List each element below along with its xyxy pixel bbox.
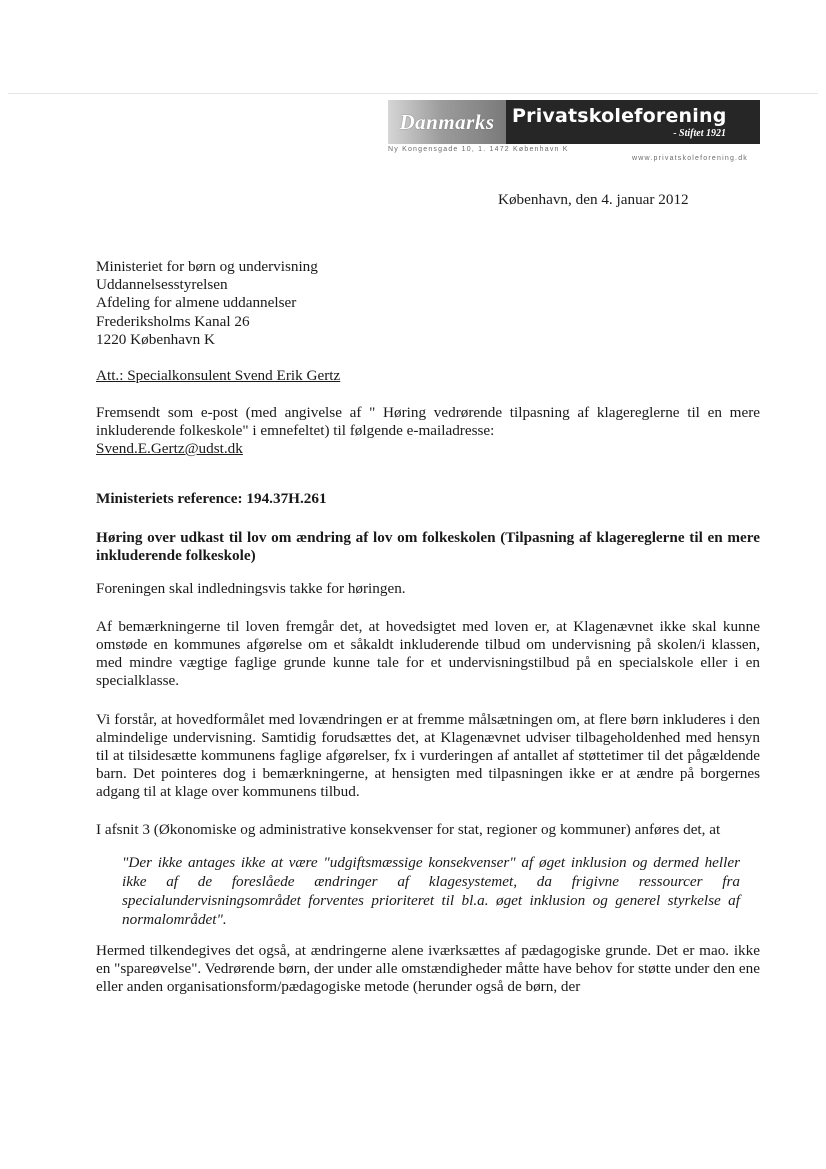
- paragraph-4: I afsnit 3 (Økonomiske og administrative konsekvenser for stat, regioner og kommuner) anføres det, at: [96, 821, 721, 838]
- email-link[interactable]: Svend.E.Gertz@udst.dk: [96, 440, 243, 457]
- ministry-reference: Ministeriets reference: 194.37H.261: [96, 490, 327, 507]
- website-line: www.privatskoleforening.dk: [631, 155, 748, 162]
- recipient-line: Uddannelsesstyrelsen: [96, 276, 228, 294]
- logo-left-text: Danmarks: [399, 109, 495, 134]
- recipient-line: Frederiksholms Kanal 26: [96, 312, 250, 330]
- letter-subject: Høring over udkast til lov om ændring af lov om folkeskolen (Tilpasning af klagereglerne til en mere inkluderende folkeskole): [96, 529, 760, 564]
- logo-left-panel: [388, 100, 506, 144]
- paragraph-intro: Foreningen skal indledningsvis takke for høringen.: [96, 580, 406, 597]
- logo-right-panel: [506, 100, 760, 144]
- attention-line: [96, 367, 760, 385]
- logo-organization-name: Privatskoleforening: [512, 105, 727, 127]
- scan-artifact-line: [8, 93, 818, 94]
- attention-text: Att.: Specialkonsulent Svend Erik Gertz: [96, 367, 341, 384]
- recipient-address: [96, 258, 760, 349]
- recipient-line: Afdeling for almene uddannelser: [96, 294, 297, 312]
- paragraph-5: Hermed tilkendegives det også, at ændringerne alene iværksættes af pædagogiske grunde. Det er mao. ikke en "spareøvelse". Vedrørende børn, der under alle omstændigheder måtte have behov for støtte under den ene eller anden organisationsform/pædagogiske metode (herunder også de børn, der: [96, 942, 760, 995]
- sent-note-text: Fremsendt som e-post (med angivelse af " Høring vedrørende tilpasning af klagereglerne til en mere inkluderende folkeskole" i emnefeltet) til følgende e-mailadresse:: [96, 404, 760, 439]
- letter-date: København, den 4. januar 2012: [498, 191, 689, 208]
- sent-note: [96, 404, 760, 458]
- logo-founded-year: - Stiftet 1921: [673, 128, 726, 139]
- paragraph-2: Af bemærkningerne til loven fremgår det, at hovedsigtet med loven er, at Klagenævnet ikke skal kunne omstøde en kommunes afgørelse om et såkaldt inkluderende tilbud om undervisning på skolen/i klassen, med mindre vægtige faglige grunde kunne tale for et undervisningstilbud på en specialskole eller i en specialklasse.: [96, 618, 760, 689]
- quoted-passage: "Der ikke antages ikke at være "udgiftsmæssige konsekvenser" af øget inklusion og dermed heller ikke af de foreslåede ændringer af klagesystemet, da frigivne ressourcer fra specialundervisningsområdet forventes prioriteret til bl.a. øget inklusion og generel styrkelse af normalområdet".: [122, 854, 740, 928]
- address-line: Ny Kongensgade 10, 1. 1472 København K: [388, 146, 569, 153]
- recipient-line: Ministeriet for børn og undervisning: [96, 258, 318, 275]
- letterhead-address: [388, 145, 760, 163]
- letterhead-logo: [388, 100, 760, 144]
- paragraph-3: Vi forstår, at hovedformålet med lovændringen er at fremme målsætningen om, at flere børn inkluderes i den almindelige undervisning. Samtidig forudsættes det, at Klagenævnet udviser tilbageholdenhed med hensyn til at tilsidesætte kommunens faglige afgørelser, fx i vurderingen af antallet af støttetimer til det pågældende barn. Det pointeres dog i bemærkningerne, at hensigten med tilpasningen ikke er at ændre på borgernes adgang til at klage over kommunens tilbud.: [96, 711, 760, 800]
- recipient-line: 1220 København K: [96, 330, 215, 348]
